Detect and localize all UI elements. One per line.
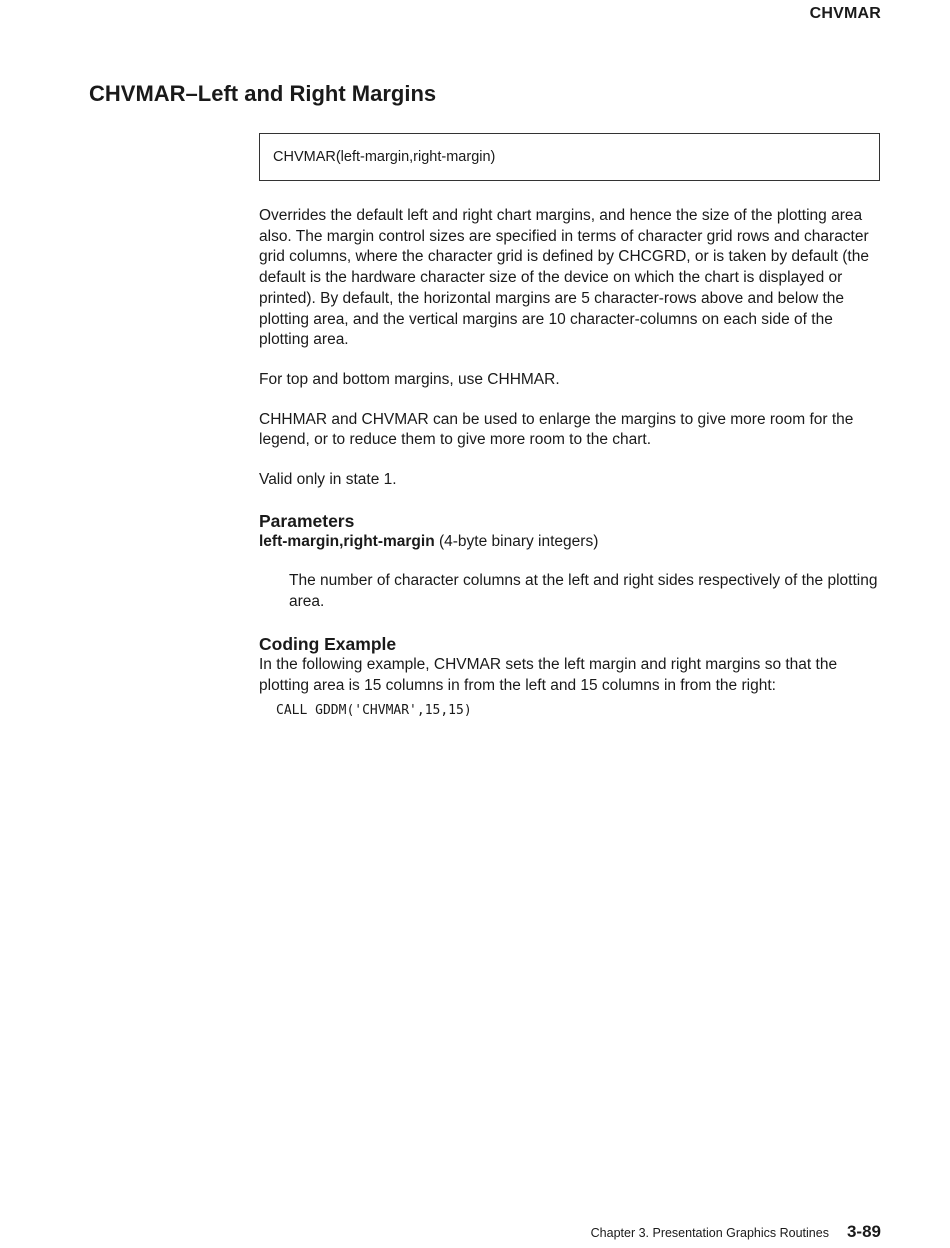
page-number: 3-89 <box>846 1222 881 1241</box>
main-content <box>259 206 884 722</box>
parameter-type: (4-byte binary integers) <box>438 532 599 550</box>
parameter-name: left-margin,right-margin <box>259 532 435 550</box>
page-footer <box>591 1222 881 1242</box>
code-example: CALL GDDM('CHVMAR',15,15) <box>276 703 472 719</box>
footer-chapter: Chapter 3. Presentation Graphics Routines <box>590 1226 829 1240</box>
page-title: CHVMAR–Left and Right Margins <box>89 81 437 106</box>
parameters-heading: Parameters <box>259 510 355 531</box>
related-routine-paragraph: For top and bottom margins, use CHHMAR. <box>259 370 560 388</box>
coding-example-heading: Coding Example <box>259 633 397 654</box>
description-paragraph: Overrides the default left and right chart margins, and hence the size of the plotting area also. The margin control sizes are specified in terms of character grid rows and character grid columns, where the character grid is defined by CHCGRD, or is taken by default (the default is the hardware character size of the device on which the chart is displayed or printed). By default, the horizontal margins are 5 character-rows above and below the plotting area, and the vertical margins are 10 character-columns on each side of the plotting area. <box>259 207 869 349</box>
usage-paragraph: CHHMAR and CHVMAR can be used to enlarge the margins to give more room for the legend, or to reduce them to give more room to the chart. <box>259 410 854 449</box>
syntax-box: CHVMAR(left-margin,right-margin) <box>259 133 880 181</box>
coding-example-intro: In the following example, CHVMAR sets the left margin and right margins so that the plotting area is 15 columns in from the left and 15 columns in from the right: <box>259 655 838 694</box>
parameter-term <box>259 532 884 553</box>
parameter-description: The number of character columns at the left and right sides respectively of the plotting area. <box>289 572 878 611</box>
running-header: CHVMAR <box>809 5 881 22</box>
state-paragraph: Valid only in state 1. <box>259 471 397 489</box>
